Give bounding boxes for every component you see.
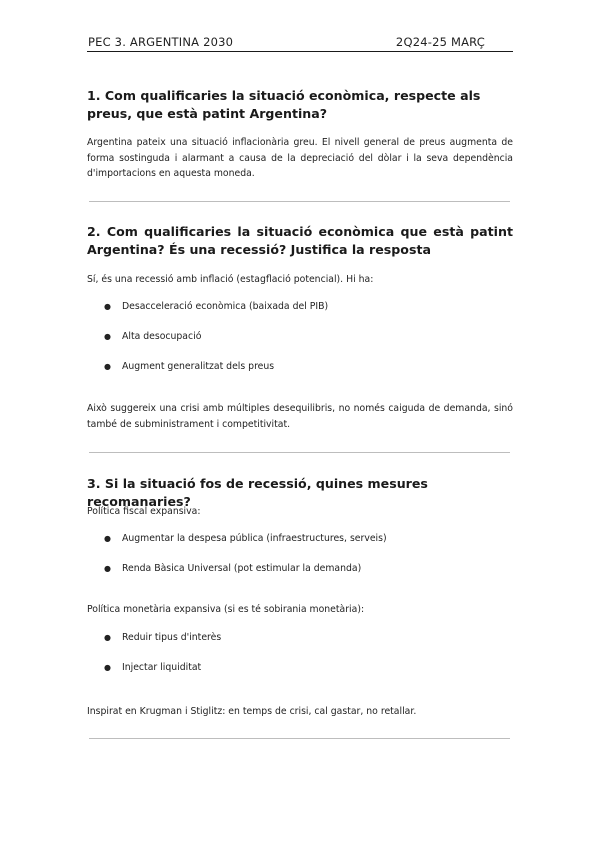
header-course-title: PEC 3. ARGENTINA 2030 [88,35,234,49]
monetary-policy-label: Política monetària expansiva (si es té sobirania monetària): [87,604,365,615]
bullet-icon: ● [104,362,111,371]
bullet-icon: ● [104,564,111,573]
bullet-icon: ● [104,302,111,311]
question-2-intro: Sí, és una recessió amb inflació (estagflació potencial). Hi ha: [87,274,374,285]
section-divider [89,452,510,453]
list-item-text: Renda Bàsica Universal (pot estimular la demanda) [122,563,362,574]
bullet-icon: ● [104,332,111,341]
section-divider [89,201,510,202]
list-item-text: Injectar liquiditat [122,662,202,673]
question-1-heading: 1. Com qualificaries la situació econòmica, respecte als preus, que està patint Argentina? [87,88,481,121]
question-3-heading: 3. Si la situació fos de recessió, quines mesures recomanaries? [87,476,428,509]
question-1-answer: Argentina pateix una situació inflacionària greu. El nivell general de preus augmenta de forma sostinguda i alarmant a causa de la depreciació del dòlar i la seva dependència d'importacions en aquesta moneda. [87,137,513,179]
bullet-icon: ● [104,534,111,543]
section-divider [89,738,510,739]
list-item-text: Desacceleració econòmica (baixada del PIB) [122,301,329,312]
bullet-icon: ● [104,633,111,642]
list-item-text: Augment generalitzat dels preus [122,361,275,372]
page-header [87,33,513,52]
bullet-icon: ● [104,663,111,672]
question-2-conclusion: Això suggereix una crisi amb múltiples desequilibris, no només caiguda de demanda, sinó també de subministrament i competitivitat. [87,403,513,430]
fiscal-policy-label: Política fiscal expansiva: [87,506,201,517]
list-item-text: Augmentar la despesa pública (infraestructures, serveis) [122,533,387,544]
closing-note: Inspirat en Krugman i Stiglitz: en temps de crisi, cal gastar, no retallar. [87,706,417,717]
list-item-text: Reduir tipus d'interès [122,632,222,643]
question-2-heading: 2. Com qualificaries la situació econòmica que està patint Argentina? És una recessió? Justifica la resposta [87,224,513,257]
list-item-text: Alta desocupació [122,331,202,342]
header-term: 2Q24-25 MARÇ [395,35,485,49]
